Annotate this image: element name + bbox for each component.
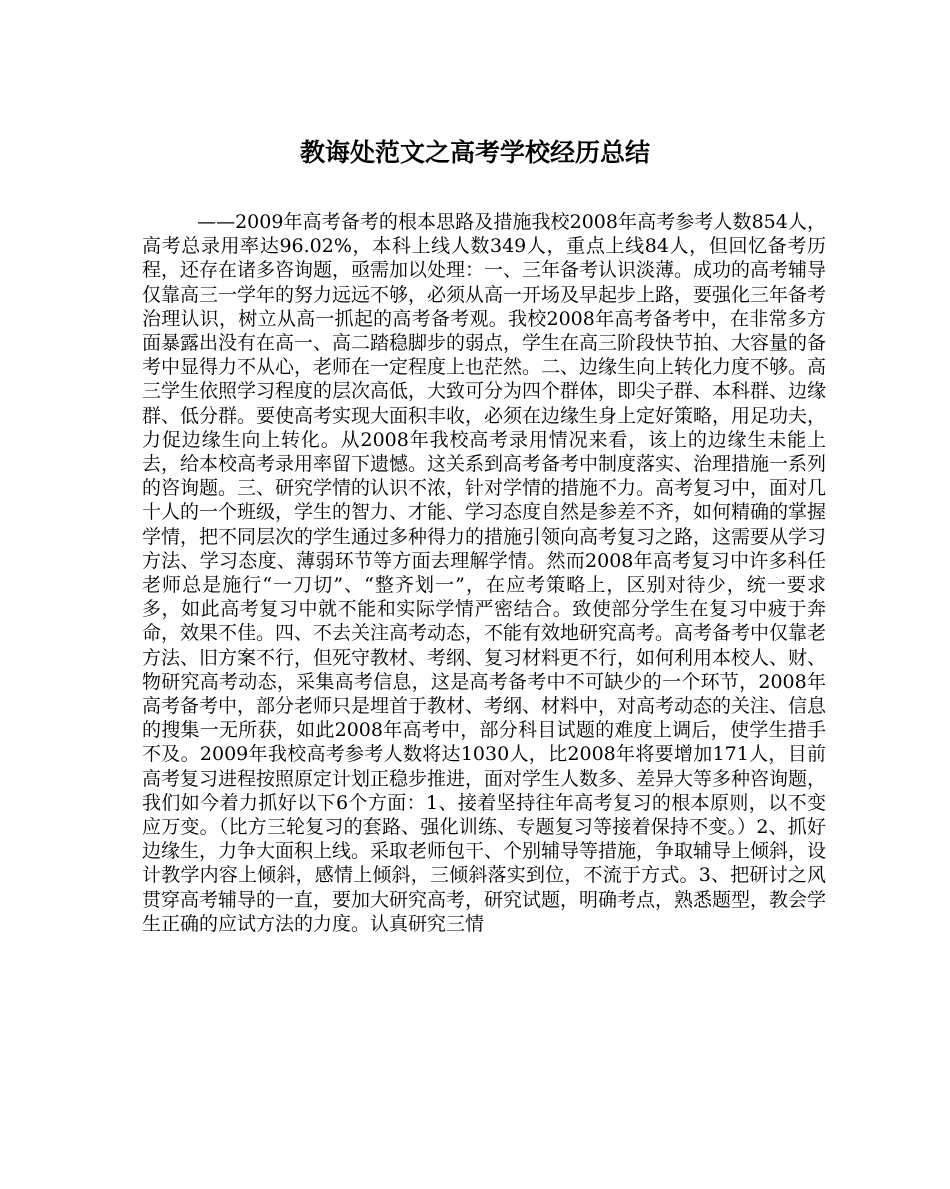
document-body-paragraph: ——2009年高考备考的根本思路及措施我校2008年高考参考人数854人，高考总录用率达96.02%，本科上线人数349人，重点上线84人，但回忆备考历程，还存在诸多咨询题，亟需加以处理：一、三年备考认识淡薄。成功的高考辅导仅靠高三一学年的努力远远不够，必须从高一开场及早起步上路，要强化三年备考治理认识，树立从高一抓起的高考备考观。我校2008年高考备考中，在非常多方面暴露出没有在高一、高二踏稳脚步的弱点，学生在高三阶段快节拍、大容量的备考中显得力不从心，老师在一定程度上也茫然。二、边缘生向上转化力度不够。高三学生依照学习程度的层次高低，大致可分为四个群体，即尖子群、本科群、边缘群、低分群。要使高考实现大面积丰收，必须在边缘生身上定好策略，用足功夫，力促边缘生向上转化。从2008年我校高考录用情况来看，该上的边缘生未能上去，给本校高考录用率留下遗憾。这关系到高考备考中制度落实、治理措施一系列的咨询题。三、研究学情的认识不浓，针对学情的措施不力。高考复习中，面对几十人的一个班级，学生的智力、才能、学习态度自然是参差不齐，如何精确的掌握学情，把不同层次的学生通过多种得力的措施引领向高考复习之路，这需要从学习方法、学习态度、薄弱环节等方面去理解学情。然而2008年高考复习中许多科任老师总是施行“一刀切”、“整齐划一”，在应考策略上，区别对待少，统一要求多，如此高考复习中就不能和实际学情严密结合。致使部分学生在复习中疲于奔命，效果不佳。四、不去关注高考动态，不能有效地研究高考。高考备考中仅靠老方法、旧方案不行，但死守教材、考纲、复习材料更不行，如何利用本校人、财、物研究高考动态，采集高考信息，这是高考备考中不可缺少的一个环节，2008年高考备考中，部分老师只是埋首于教材、考纲、材料中，对高考动态的关注、信息的搜集一无所获，如此2008年高考中，部分科目试题的难度上调后，使学生措手不及。2009年我校高考参考人数将达1030人，比2008年将要增加171人，目前高考复习进程按照原定计划正稳步推进，面对学生人数多、差异大等多种咨询题，我们如今着力抓好以下6个方面：1、接着坚持往年高考复习的根本原则，以不变应万变。（比方三轮复习的套路、强化训练、专题复习等接着保持不变。）2、抓好边缘生，力争大面积上线。采取老师包干、个别辅导等措施，争取辅导上倾斜，设计教学内容上倾斜，感情上倾斜，三倾斜落实到位，不流于方式。3、把研讨之风贯穿高考辅导的一直，要加大研究高考，研究试题，明确考点，熟悉题型，教会学生正确的应试方法的力度。认真研究三情 <box>142 211 827 935</box>
document-title: 教诲处范文之高考学校经历总结 <box>299 138 650 167</box>
